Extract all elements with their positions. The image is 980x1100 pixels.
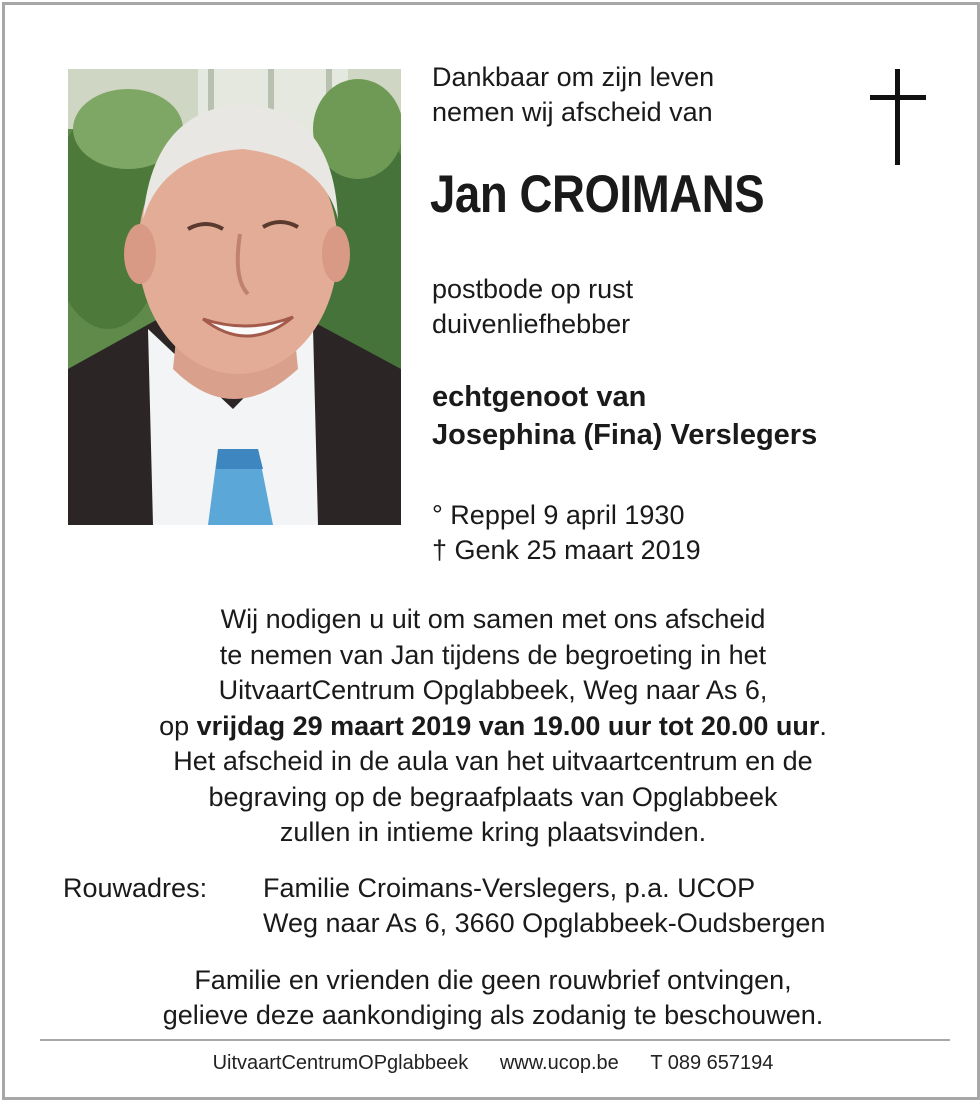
- invitation-line: begraving op de begraafplaats van Opglabbeek: [208, 781, 778, 812]
- address-lines: [263, 871, 825, 941]
- invitation-line-datetime: [45, 709, 941, 745]
- notice-line: gelieve deze aankondiging als zodanig te beschouwen.: [162, 1000, 824, 1030]
- portrait-photo: [68, 69, 401, 525]
- footer-website[interactable]: www.ucop.be: [499, 1052, 619, 1074]
- notice-line: Familie en vrienden die geen rouwbrief ontvingen,: [194, 965, 792, 995]
- address-label: Rouwadres:: [63, 873, 208, 903]
- death-date: † Genk 25 maart 2019: [432, 535, 701, 565]
- footer-company: UitvaartCentrumOPglabbeek: [212, 1052, 469, 1074]
- invitation-line: te nemen van Jan tijdens de begroeting in het: [219, 639, 767, 670]
- invitation-line: Het afscheid in de aula van het uitvaartcentrum en de: [173, 746, 813, 776]
- invitation-prefix: op: [159, 710, 197, 741]
- invitation-line: zullen in intieme kring plaatsvinden.: [279, 817, 707, 847]
- address-line: Familie Croimans-Verslegers, p.a. UCOP: [263, 873, 756, 903]
- invitation-line: Wij nodigen u uit om samen met ons afscheid: [220, 604, 766, 634]
- invitation-suffix: .: [819, 710, 827, 741]
- roles: [432, 272, 633, 342]
- death-notice-card: [2, 2, 980, 1100]
- intro-line: Dankbaar om zijn leven: [432, 62, 715, 92]
- role-item: duivenliefhebber: [432, 309, 631, 339]
- notice-text: [45, 963, 941, 1033]
- deceased-name: Jan CROIMANS: [430, 165, 765, 224]
- spouse-info: [432, 378, 817, 454]
- invitation-line: UitvaartCentrum Opglabbeek, Weg naar As 6,: [218, 675, 768, 705]
- spouse-name: Josephina (Fina) Verslegers: [432, 419, 818, 451]
- footer-divider: [40, 1039, 950, 1041]
- visitation-datetime: vrijdag 29 maart 2019 van 19.00 uur tot 20.00 uur: [196, 710, 820, 741]
- footer-phone: T 089 657194: [650, 1052, 774, 1074]
- role-item: postbode op rust: [432, 274, 634, 304]
- birth-date: ° Reppel 9 april 1930: [432, 500, 685, 530]
- invitation-text: [45, 602, 941, 851]
- intro-text: [432, 60, 714, 130]
- spouse-label: echtgenoot van: [432, 381, 647, 413]
- address-line: Weg naar As 6, 3660 Opglabbeek-Oudsbergen: [263, 908, 826, 938]
- cross-icon: [870, 69, 926, 165]
- footer: [45, 1049, 941, 1077]
- intro-line: nemen wij afscheid van: [432, 97, 713, 127]
- life-dates: [432, 498, 701, 568]
